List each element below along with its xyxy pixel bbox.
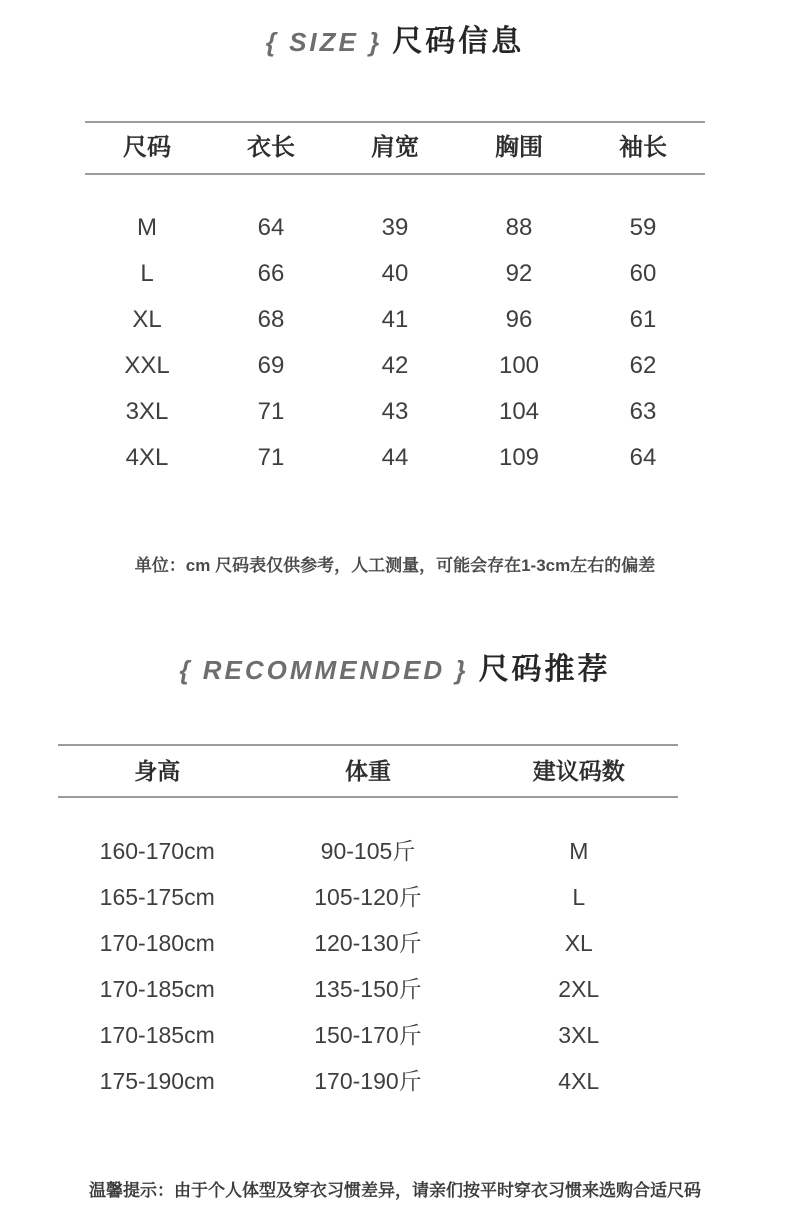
table-cell: M <box>137 214 157 241</box>
table-cell: 175-190cm <box>99 1068 215 1094</box>
size-title-zh: 尺码信息 <box>392 25 525 58</box>
table-cell: 120-130斤 <box>314 930 422 956</box>
table-cell: 71 <box>257 398 285 425</box>
table-cell: 135-150斤 <box>314 976 422 1002</box>
table-cell: 4XL <box>125 444 169 471</box>
table-cell: 39 <box>381 214 409 241</box>
table-cell: L <box>572 884 586 910</box>
table-cell: 88 <box>505 214 533 241</box>
table-cell: 2XL <box>558 976 600 1002</box>
size-table <box>85 121 705 481</box>
table-row <box>85 343 705 389</box>
table-cell: 62 <box>629 352 657 379</box>
column-header: 尺码 <box>123 134 171 161</box>
recommended-title-zh: 尺码推荐 <box>478 653 611 686</box>
table-row <box>58 1058 678 1104</box>
table-row <box>58 874 678 920</box>
table-cell: 109 <box>498 444 540 471</box>
table-cell: 4XL <box>558 1068 600 1094</box>
unit-note: 单位：cm 尺码表仅供参考，人工测量，可能会存在1-3cm左右的偏差 <box>134 556 656 575</box>
column-header: 体重 <box>344 758 391 784</box>
table-cell: 170-190斤 <box>314 1068 422 1094</box>
table-cell: 100 <box>498 352 540 379</box>
table-cell: XXL <box>124 352 170 379</box>
table-cell: 40 <box>381 260 409 287</box>
table-cell: 71 <box>257 444 285 471</box>
table-cell: 3XL <box>125 398 169 425</box>
table-cell: 160-170cm <box>99 838 215 864</box>
footer-note: 温馨提示：由于个人体型及穿衣习惯差异，请亲们按平时穿衣习惯来选购合适尺码 <box>89 1181 701 1200</box>
table-cell: 59 <box>629 214 657 241</box>
table-cell: 66 <box>257 260 285 287</box>
table-row <box>85 205 705 251</box>
size-info-page <box>0 23 790 1202</box>
table-cell: 92 <box>505 260 533 287</box>
table-header-row <box>85 121 705 175</box>
table-cell: 170-185cm <box>99 1022 215 1048</box>
size-section-title <box>0 23 790 61</box>
table-row <box>58 966 678 1012</box>
column-header: 肩宽 <box>371 134 419 161</box>
table-row <box>58 1012 678 1058</box>
table-cell: 90-105斤 <box>320 838 416 864</box>
table-cell: 150-170斤 <box>314 1022 422 1048</box>
column-header: 衣长 <box>247 134 295 161</box>
table-cell: 69 <box>257 352 285 379</box>
table-row <box>85 297 705 343</box>
table-row <box>85 389 705 435</box>
recommend-table <box>58 744 678 1104</box>
table-cell: 61 <box>629 306 657 333</box>
table-cell: 96 <box>505 306 533 333</box>
table-cell: 41 <box>381 306 409 333</box>
table-cell: XL <box>132 306 162 333</box>
table-cell: 44 <box>381 444 409 471</box>
table-cell: 68 <box>257 306 285 333</box>
table-cell: 3XL <box>558 1022 600 1048</box>
table-row <box>85 251 705 297</box>
table-cell: L <box>140 260 154 287</box>
table-cell: 60 <box>629 260 657 287</box>
table-row <box>85 435 705 481</box>
table-cell: 63 <box>629 398 657 425</box>
table-cell: 104 <box>498 398 540 425</box>
table-cell: 170-185cm <box>99 976 215 1002</box>
size-title-en: { SIZE } <box>265 27 383 57</box>
table-cell: XL <box>564 930 593 956</box>
column-header: 建议码数 <box>532 758 625 784</box>
table-header-row <box>58 744 678 798</box>
table-row <box>58 828 678 874</box>
recommended-title-en: { RECOMMENDED } <box>179 655 469 685</box>
table-cell: 42 <box>381 352 409 379</box>
table-row <box>58 920 678 966</box>
table-cell: 165-175cm <box>99 884 215 910</box>
table-cell: 43 <box>381 398 409 425</box>
column-header: 胸围 <box>495 134 543 161</box>
table-cell: 64 <box>629 444 657 471</box>
table-cell: 105-120斤 <box>314 884 422 910</box>
table-cell: 64 <box>257 214 285 241</box>
column-header: 身高 <box>134 758 181 784</box>
table-cell: M <box>569 838 589 864</box>
recommended-section-title <box>0 651 790 689</box>
column-header: 袖长 <box>619 134 667 161</box>
table-cell: 170-180cm <box>99 930 215 956</box>
